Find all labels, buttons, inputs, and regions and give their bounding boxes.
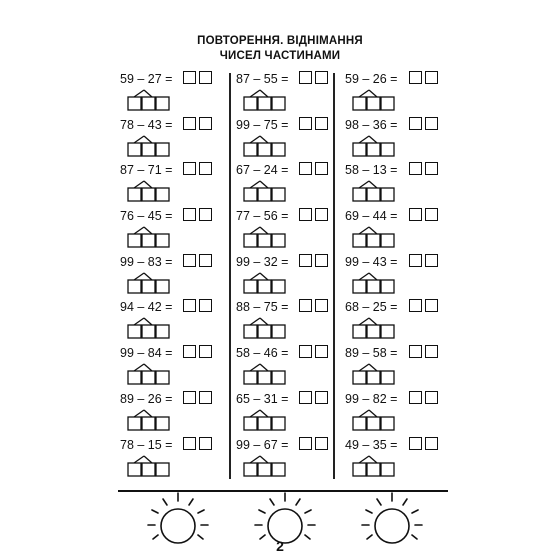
sun-icon xyxy=(250,490,320,544)
split-diagram xyxy=(345,310,405,340)
answer-digit-box[interactable] xyxy=(409,437,422,450)
split-branch xyxy=(134,181,144,188)
equation-text: 77 – 56 = xyxy=(236,209,289,224)
page-number: 2 xyxy=(276,538,284,554)
split-box[interactable] xyxy=(258,463,271,476)
split-box[interactable] xyxy=(367,463,380,476)
answer-digit-box[interactable] xyxy=(183,345,196,358)
split-box[interactable] xyxy=(381,97,394,110)
split-box[interactable] xyxy=(156,188,169,201)
split-box[interactable] xyxy=(272,234,285,247)
answer-digit-box[interactable] xyxy=(299,299,312,312)
split-diagram xyxy=(236,128,296,158)
split-box[interactable] xyxy=(142,188,155,201)
answer-digit-box[interactable] xyxy=(315,71,328,84)
split-branch xyxy=(134,456,144,463)
equation-text: 76 – 45 = xyxy=(120,209,173,224)
column-divider xyxy=(333,73,335,479)
answer-digit-box[interactable] xyxy=(315,117,328,130)
split-box[interactable] xyxy=(367,325,380,338)
split-box[interactable] xyxy=(156,97,169,110)
split-branch xyxy=(250,227,260,234)
split-box[interactable] xyxy=(381,234,394,247)
split-branch xyxy=(359,273,369,280)
split-box[interactable] xyxy=(244,143,257,156)
split-box[interactable] xyxy=(156,417,169,430)
split-branch xyxy=(260,273,268,280)
split-diagram xyxy=(120,82,180,112)
answer-digit-box[interactable] xyxy=(425,299,438,312)
equation-text: 87 – 55 = xyxy=(236,72,289,86)
equation-text: 94 – 42 = xyxy=(120,300,173,315)
split-box[interactable] xyxy=(381,143,394,156)
split-diagram xyxy=(345,356,405,386)
split-diagram xyxy=(120,402,180,432)
split-branch xyxy=(250,136,260,143)
answer-digit-box[interactable] xyxy=(315,345,328,358)
answer-digit-box[interactable] xyxy=(315,391,328,404)
split-branch xyxy=(260,227,268,234)
split-box[interactable] xyxy=(156,280,169,293)
sun-icon xyxy=(357,490,427,544)
split-diagram xyxy=(345,128,405,158)
answer-digit-box[interactable] xyxy=(315,437,328,450)
split-box[interactable] xyxy=(128,463,141,476)
answer-digit-box[interactable] xyxy=(299,208,312,221)
equation-text: 58 – 46 = xyxy=(236,346,289,361)
equation-text: 78 – 43 = xyxy=(120,117,173,132)
split-box[interactable] xyxy=(128,143,141,156)
split-branch xyxy=(250,273,260,280)
answer-digit-box[interactable] xyxy=(409,254,422,267)
split-branch xyxy=(134,410,144,417)
split-diagram xyxy=(236,219,296,249)
split-branch xyxy=(260,456,268,463)
split-box[interactable] xyxy=(381,463,394,476)
split-diagram xyxy=(345,448,405,478)
answer-digit-box[interactable] xyxy=(425,345,438,358)
split-box[interactable] xyxy=(258,188,271,201)
split-branch xyxy=(134,318,144,325)
split-branch xyxy=(260,136,268,143)
split-diagram xyxy=(120,448,180,478)
split-box[interactable] xyxy=(258,417,271,430)
split-branch xyxy=(359,318,369,325)
split-branch xyxy=(144,410,152,417)
split-diagram xyxy=(120,128,180,158)
split-box[interactable] xyxy=(244,463,257,476)
split-branch xyxy=(134,136,144,143)
equation-text: 69 – 44 = xyxy=(345,209,398,224)
equation-text: 87 – 71 = xyxy=(120,163,173,178)
split-box[interactable] xyxy=(142,463,155,476)
split-box[interactable] xyxy=(353,325,366,338)
split-box[interactable] xyxy=(353,234,366,247)
split-branch xyxy=(359,136,369,143)
split-diagram xyxy=(345,402,405,432)
split-box[interactable] xyxy=(128,97,141,110)
answer-digit-box[interactable] xyxy=(299,254,312,267)
split-box[interactable] xyxy=(258,325,271,338)
split-box[interactable] xyxy=(272,143,285,156)
split-branch xyxy=(359,90,369,97)
split-box[interactable] xyxy=(142,371,155,384)
split-box[interactable] xyxy=(156,325,169,338)
split-box[interactable] xyxy=(367,371,380,384)
split-box[interactable] xyxy=(381,188,394,201)
split-box[interactable] xyxy=(353,463,366,476)
equation-text: 68 – 25 = xyxy=(345,300,398,315)
split-branch xyxy=(134,90,144,97)
split-diagram xyxy=(236,448,296,478)
split-box[interactable] xyxy=(142,325,155,338)
split-box[interactable] xyxy=(244,97,257,110)
split-box[interactable] xyxy=(128,280,141,293)
answer-digit-box[interactable] xyxy=(199,162,212,175)
split-branch xyxy=(134,364,144,371)
split-box[interactable] xyxy=(272,463,285,476)
answer-digit-box[interactable] xyxy=(315,254,328,267)
split-branch xyxy=(144,227,152,234)
split-box[interactable] xyxy=(142,143,155,156)
split-box[interactable] xyxy=(353,417,366,430)
split-box[interactable] xyxy=(353,280,366,293)
answer-digit-box[interactable] xyxy=(425,71,438,84)
equation-text: 98 – 36 = xyxy=(345,117,398,132)
split-box[interactable] xyxy=(244,325,257,338)
split-branch xyxy=(144,90,152,97)
answer-digit-box[interactable] xyxy=(299,71,312,84)
answer-digit-box[interactable] xyxy=(409,208,422,221)
answer-digit-box[interactable] xyxy=(425,208,438,221)
equation-text: 99 – 43 = xyxy=(345,254,398,269)
answer-digit-box[interactable] xyxy=(183,162,196,175)
split-box[interactable] xyxy=(353,188,366,201)
split-branch xyxy=(260,318,268,325)
split-box[interactable] xyxy=(156,463,169,476)
answer-digit-box[interactable] xyxy=(199,299,212,312)
equation-text: 89 – 58 = xyxy=(345,346,398,361)
split-diagram xyxy=(345,265,405,295)
answer-digit-box[interactable] xyxy=(299,117,312,130)
answer-digit-box[interactable] xyxy=(199,117,212,130)
split-box[interactable] xyxy=(353,143,366,156)
equation-text: 89 – 26 = xyxy=(120,391,173,406)
answer-digit-box[interactable] xyxy=(199,345,212,358)
sun-icon xyxy=(143,490,213,544)
answer-digit-box[interactable] xyxy=(409,345,422,358)
split-branch xyxy=(144,364,152,371)
split-diagram xyxy=(236,402,296,432)
page-title-line-2: ЧИСЕЛ ЧАСТИНАМИ xyxy=(219,50,341,62)
split-box[interactable] xyxy=(381,325,394,338)
answer-digit-box[interactable] xyxy=(409,162,422,175)
equation-text: 99 – 32 = xyxy=(236,254,289,269)
split-box[interactable] xyxy=(258,97,271,110)
equation-text: 49 – 35 = xyxy=(345,437,398,452)
split-branch xyxy=(359,456,369,463)
split-branch xyxy=(250,364,260,371)
split-box[interactable] xyxy=(367,234,380,247)
split-box[interactable] xyxy=(244,417,257,430)
split-diagram xyxy=(236,82,296,112)
split-box[interactable] xyxy=(156,371,169,384)
split-branch xyxy=(144,136,152,143)
split-box[interactable] xyxy=(156,234,169,247)
equation-text: 65 – 31 = xyxy=(236,391,289,406)
split-box[interactable] xyxy=(381,371,394,384)
split-branch xyxy=(144,456,152,463)
split-branch xyxy=(369,364,377,371)
split-box[interactable] xyxy=(272,325,285,338)
equation-text: 67 – 24 = xyxy=(236,163,289,178)
split-box[interactable] xyxy=(142,97,155,110)
split-branch xyxy=(369,90,377,97)
column-divider xyxy=(229,73,231,479)
split-branch xyxy=(134,227,144,234)
split-branch xyxy=(359,410,369,417)
equation-text: 99 – 67 = xyxy=(236,437,289,452)
split-box[interactable] xyxy=(142,234,155,247)
split-branch xyxy=(359,364,369,371)
equation-text: 99 – 84 = xyxy=(120,346,173,361)
split-box[interactable] xyxy=(258,280,271,293)
split-diagram xyxy=(236,173,296,203)
split-branch xyxy=(250,181,260,188)
answer-digit-box[interactable] xyxy=(183,391,196,404)
split-box[interactable] xyxy=(367,188,380,201)
answer-digit-box[interactable] xyxy=(425,117,438,130)
split-box[interactable] xyxy=(272,280,285,293)
split-branch xyxy=(260,181,268,188)
answer-digit-box[interactable] xyxy=(183,299,196,312)
equation-text: 99 – 82 = xyxy=(345,391,398,406)
split-box[interactable] xyxy=(244,188,257,201)
split-branch xyxy=(359,181,369,188)
split-box[interactable] xyxy=(128,234,141,247)
answer-digit-box[interactable] xyxy=(425,391,438,404)
equation-text: 78 – 15 = xyxy=(120,437,173,452)
split-branch xyxy=(369,410,377,417)
equation-text: 99 – 75 = xyxy=(236,117,289,132)
answer-digit-box[interactable] xyxy=(315,299,328,312)
split-branch xyxy=(134,273,144,280)
answer-digit-box[interactable] xyxy=(425,254,438,267)
split-diagram xyxy=(120,265,180,295)
split-branch xyxy=(260,90,268,97)
split-box[interactable] xyxy=(367,97,380,110)
split-branch xyxy=(369,227,377,234)
split-branch xyxy=(369,456,377,463)
answer-digit-box[interactable] xyxy=(409,391,422,404)
answer-digit-box[interactable] xyxy=(299,391,312,404)
split-box[interactable] xyxy=(272,188,285,201)
split-branch xyxy=(359,227,369,234)
split-branch xyxy=(369,136,377,143)
answer-digit-box[interactable] xyxy=(199,437,212,450)
equation-text: 58 – 13 = xyxy=(345,163,398,178)
equation-text: 88 – 75 = xyxy=(236,300,289,315)
split-diagram xyxy=(236,310,296,340)
split-box[interactable] xyxy=(353,371,366,384)
split-box[interactable] xyxy=(128,417,141,430)
split-box[interactable] xyxy=(272,371,285,384)
answer-digit-box[interactable] xyxy=(199,208,212,221)
split-box[interactable] xyxy=(367,280,380,293)
answer-digit-box[interactable] xyxy=(299,437,312,450)
split-diagram xyxy=(120,219,180,249)
page-title-line-1: ПОВТОРЕННЯ. ВІДНІМАННЯ xyxy=(197,35,363,47)
answer-digit-box[interactable] xyxy=(299,162,312,175)
answer-digit-box[interactable] xyxy=(409,117,422,130)
answer-digit-box[interactable] xyxy=(199,71,212,84)
split-branch xyxy=(250,318,260,325)
split-diagram xyxy=(120,310,180,340)
split-branch xyxy=(369,273,377,280)
split-diagram xyxy=(120,356,180,386)
answer-digit-box[interactable] xyxy=(183,437,196,450)
split-box[interactable] xyxy=(156,143,169,156)
answer-digit-box[interactable] xyxy=(183,117,196,130)
answer-digit-box[interactable] xyxy=(183,71,196,84)
split-box[interactable] xyxy=(353,97,366,110)
split-box[interactable] xyxy=(381,417,394,430)
split-branch xyxy=(144,273,152,280)
split-box[interactable] xyxy=(244,280,257,293)
split-branch xyxy=(144,181,152,188)
split-box[interactable] xyxy=(128,371,141,384)
split-box[interactable] xyxy=(367,417,380,430)
answer-digit-box[interactable] xyxy=(199,254,212,267)
answer-digit-box[interactable] xyxy=(315,208,328,221)
split-box[interactable] xyxy=(142,417,155,430)
split-box[interactable] xyxy=(244,234,257,247)
split-diagram xyxy=(236,265,296,295)
split-box[interactable] xyxy=(272,417,285,430)
split-box[interactable] xyxy=(142,280,155,293)
split-box[interactable] xyxy=(244,371,257,384)
split-diagram xyxy=(345,219,405,249)
split-box[interactable] xyxy=(258,371,271,384)
split-box[interactable] xyxy=(381,280,394,293)
split-branch xyxy=(250,90,260,97)
answer-digit-box[interactable] xyxy=(299,345,312,358)
split-branch xyxy=(260,364,268,371)
split-branch xyxy=(144,318,152,325)
answer-digit-box[interactable] xyxy=(315,162,328,175)
split-branch xyxy=(369,181,377,188)
split-branch xyxy=(250,410,260,417)
split-box[interactable] xyxy=(128,188,141,201)
answer-digit-box[interactable] xyxy=(183,254,196,267)
answer-digit-box[interactable] xyxy=(425,437,438,450)
answer-digit-box[interactable] xyxy=(409,71,422,84)
equation-text: 59 – 26 = xyxy=(345,72,398,86)
split-box[interactable] xyxy=(258,143,271,156)
equation-text: 99 – 83 = xyxy=(120,254,173,269)
answer-digit-box[interactable] xyxy=(409,299,422,312)
answer-digit-box[interactable] xyxy=(425,162,438,175)
split-diagram xyxy=(345,82,405,112)
split-branch xyxy=(250,456,260,463)
answer-digit-box[interactable] xyxy=(199,391,212,404)
split-branch xyxy=(260,410,268,417)
equation-text: 59 – 27 = xyxy=(120,72,173,86)
split-diagram xyxy=(236,356,296,386)
split-box[interactable] xyxy=(367,143,380,156)
split-box[interactable] xyxy=(258,234,271,247)
split-branch xyxy=(369,318,377,325)
split-diagram xyxy=(120,173,180,203)
split-box[interactable] xyxy=(272,97,285,110)
split-box[interactable] xyxy=(128,325,141,338)
answer-digit-box[interactable] xyxy=(183,208,196,221)
split-diagram xyxy=(345,173,405,203)
